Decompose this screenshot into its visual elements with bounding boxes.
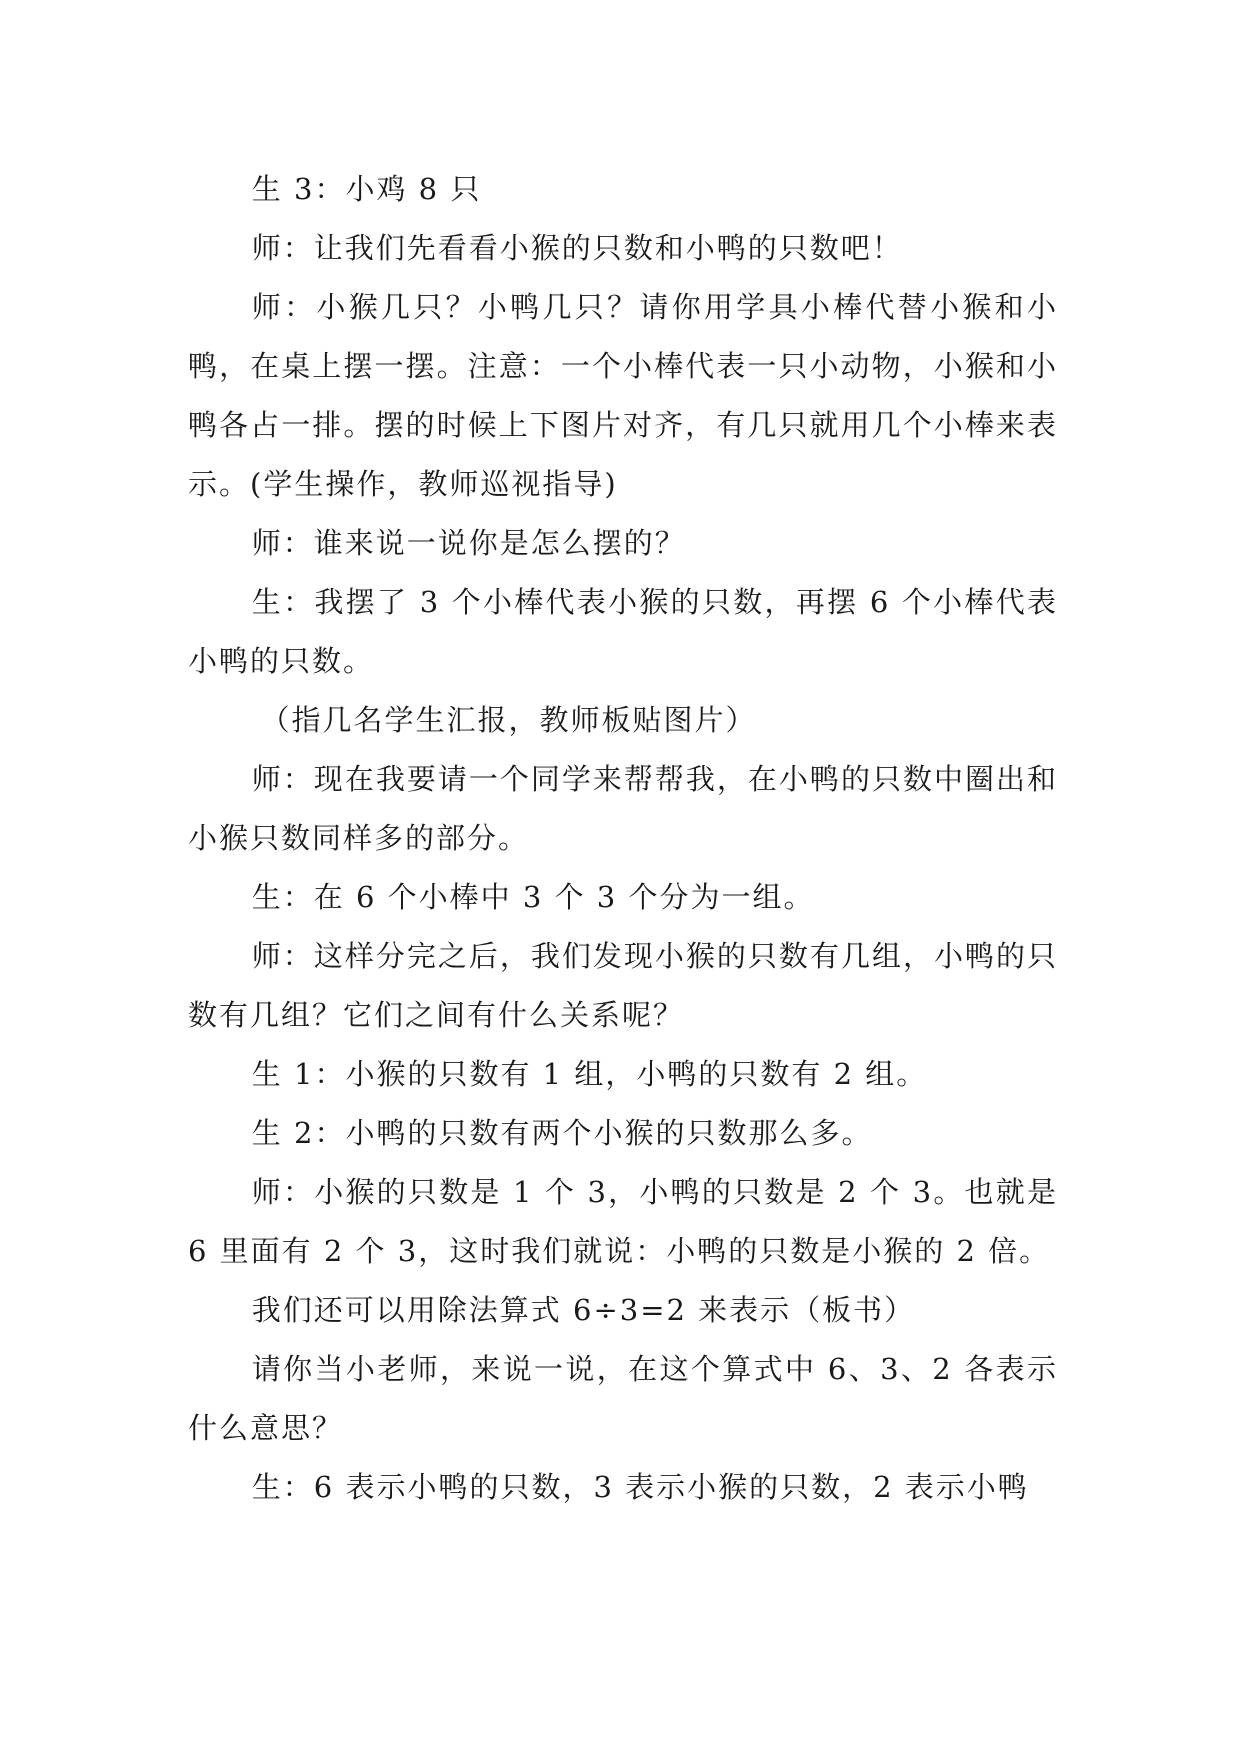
paragraph-teacher-times: 师：小猴的只数是 1 个 3，小鸭的只数是 2 个 3。也就是 6 里面有 2 个 3，这时我们就说：小鸭的只数是小猴的 2 倍。: [188, 1175, 1058, 1268]
paragraph-teacher-circle: 师：现在我要请一个同学来帮帮我，在小鸭的只数中圈出和小猴只数同样多的部分。: [188, 762, 1058, 855]
document-body: [188, 160, 1058, 1517]
paragraph-teacher-instructions: 师：小猴几只？小鸭几只？请你用学具小棒代替小猴和小鸭，在桌上摆一摆。注意：一个小棒代表一只小动物，小猴和小鸭各占一排。摆的时候上下图片对齐，有几只就用几个小棒来表示。(学生操作，教师巡视指导): [188, 290, 1058, 501]
paragraph-student-group: 生：在 6 个小棒中 3 个 3 个分为一组。: [251, 880, 815, 914]
paragraph-student-explain: 生：我摆了 3 个小棒代表小猴的只数，再摆 6 个小棒代表小鸭的只数。: [188, 585, 1058, 678]
paragraph-little-teacher: 请你当小老师，来说一说，在这个算式中 6、3、2 各表示什么意思？: [188, 1352, 1058, 1445]
paragraph-student1-groups: 生 1：小猴的只数有 1 组，小鸭的只数有 2 组。: [251, 1057, 928, 1091]
paragraph-teacher-ask: 师：谁来说一说你是怎么摆的？: [251, 526, 686, 560]
paragraph-division-formula: 我们还可以用除法算式 6÷3=2 来表示（板书）: [251, 1293, 916, 1327]
paragraph-stage-note: （指几名学生汇报，教师板贴图片）: [260, 703, 757, 737]
paragraph-teacher-look: 师：让我们先看看小猴的只数和小鸭的只数吧！: [251, 231, 903, 265]
paragraph-student2-compare: 生 2：小鸭的只数有两个小猴的只数那么多。: [251, 1116, 873, 1150]
paragraph-teacher-relation: 师：这样分完之后，我们发现小猴的只数有几组，小鸭的只数有几组？它们之间有什么关系呢？: [188, 939, 1058, 1032]
paragraph-student3-answer: 生 3：小鸡 8 只: [251, 172, 482, 206]
paragraph-student-meaning: 生：6 表示小鸭的只数，3 表示小猴的只数，2 表示小鸭: [251, 1470, 1029, 1504]
